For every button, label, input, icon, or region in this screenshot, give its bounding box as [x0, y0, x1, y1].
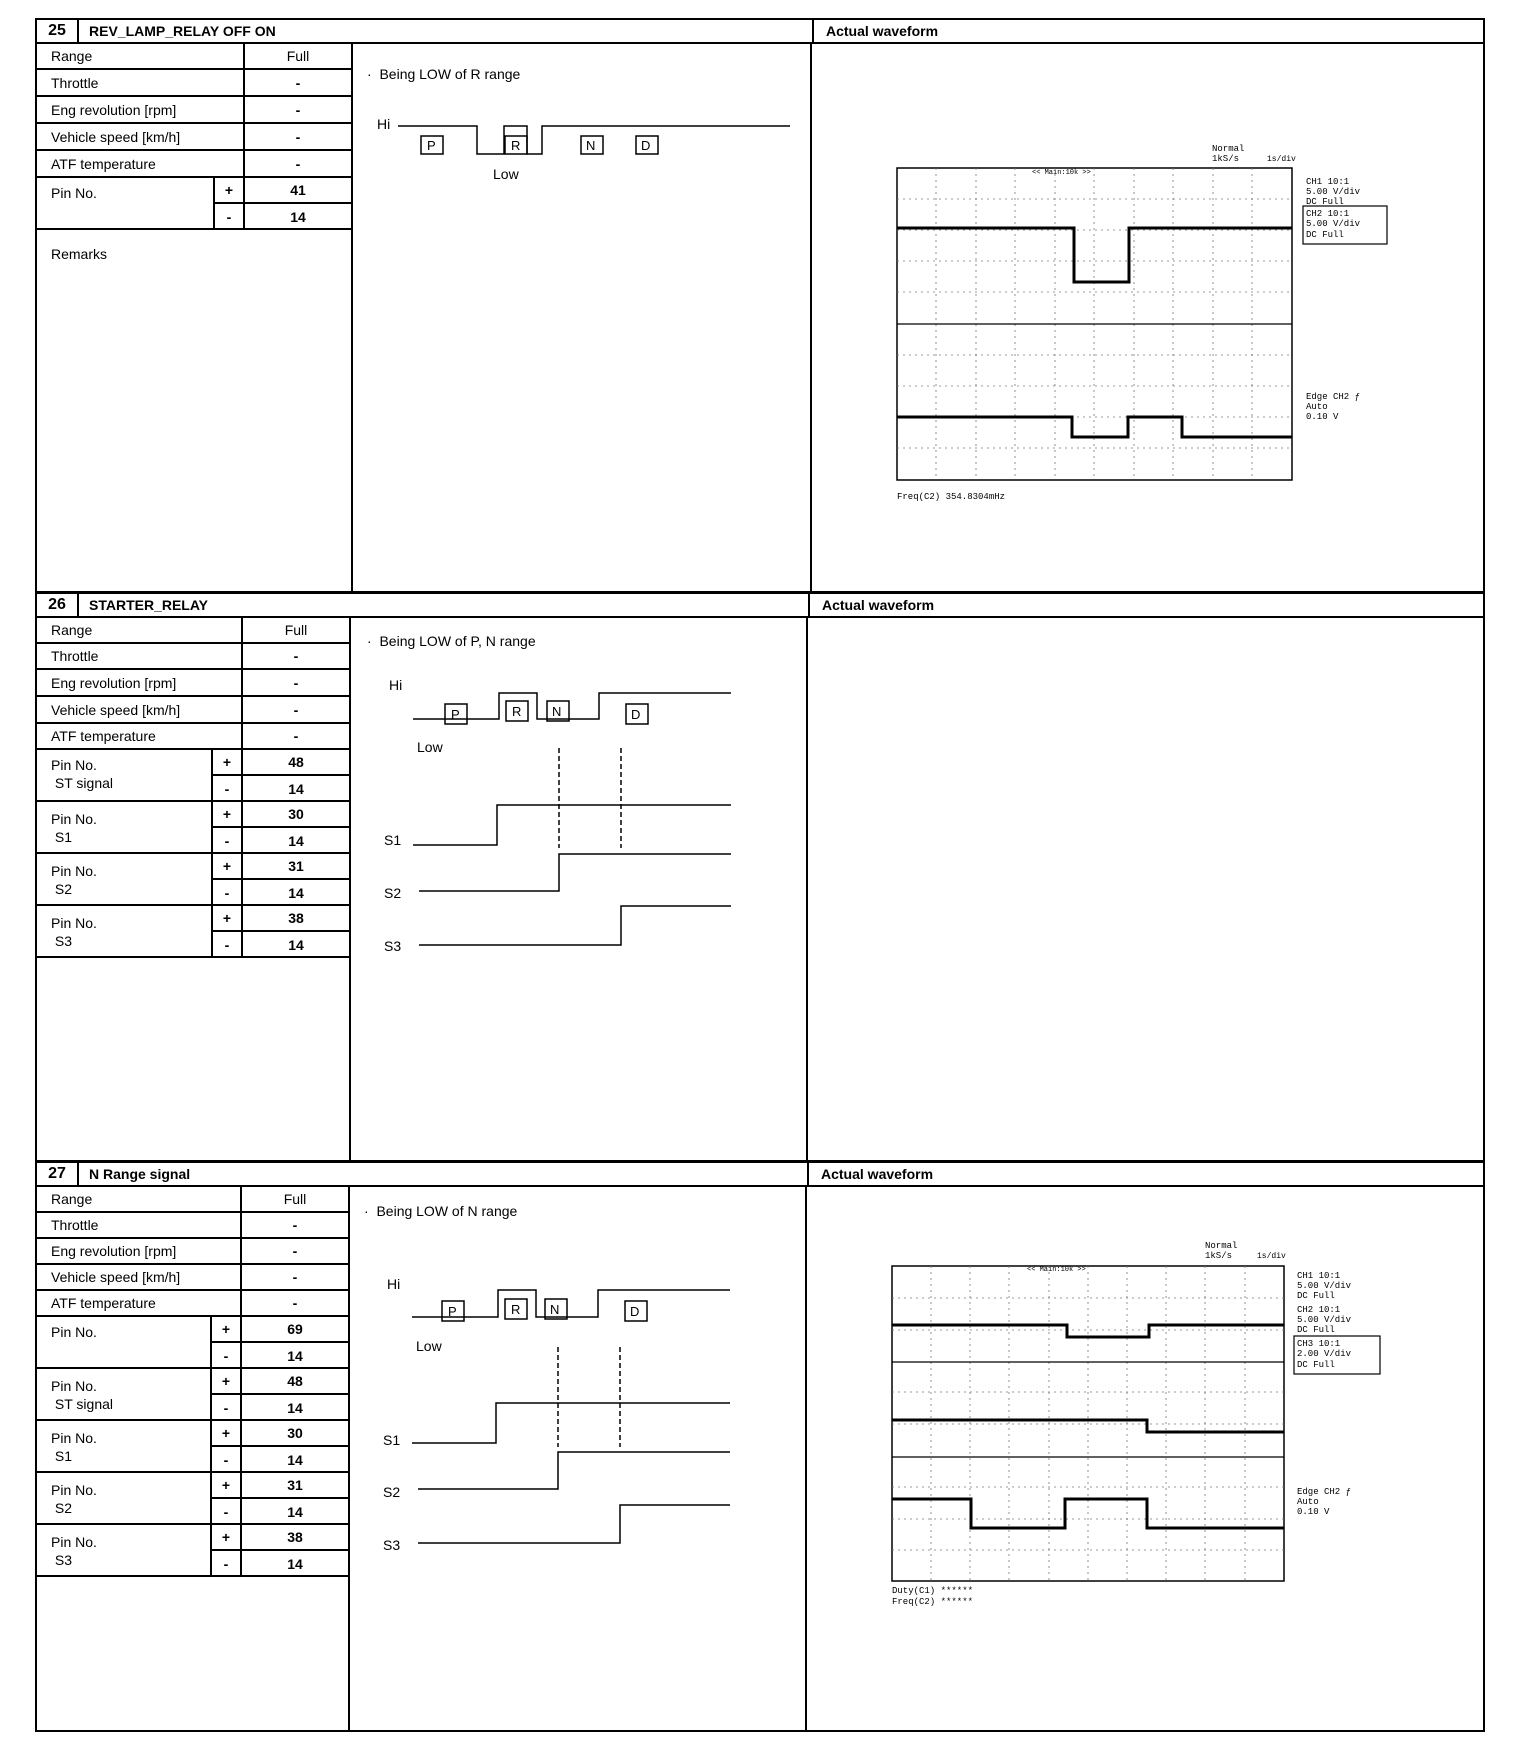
expected-waveform-panel	[353, 44, 812, 591]
pin-label-text: Pin No.	[51, 757, 97, 773]
parameter-table	[37, 618, 351, 1160]
pin-label	[37, 810, 97, 846]
param-value: -	[240, 1291, 348, 1315]
gear-label: D	[631, 707, 641, 722]
pin-minus-value: 14	[243, 204, 351, 230]
section-number: 25	[37, 20, 79, 42]
param-row	[37, 1187, 348, 1213]
parameter-table	[37, 44, 353, 591]
pin-sub-label: S2	[54, 1500, 73, 1516]
pin-label	[37, 1429, 97, 1465]
section-title: N Range signal	[89, 1166, 191, 1182]
gear-label: D	[630, 1304, 640, 1319]
oscilloscope-capture	[862, 104, 1422, 484]
param-value: -	[240, 1265, 348, 1289]
minus-sign: -	[211, 776, 241, 802]
actual-waveform-panel	[807, 1187, 1483, 1730]
waveform-note: · Being LOW of P, N range	[367, 633, 536, 649]
section-header	[37, 594, 808, 618]
param-label: ATF temperature	[51, 1295, 156, 1311]
parameter-table	[37, 1187, 350, 1730]
section-title: STARTER_RELAY	[89, 597, 209, 613]
minus-sign: -	[210, 1447, 240, 1473]
param-label: Vehicle speed [km/h]	[51, 128, 181, 145]
param-row	[37, 644, 349, 670]
param-row	[37, 670, 349, 697]
param-label: Throttle	[51, 648, 99, 664]
oscilloscope-capture	[857, 1232, 1417, 1622]
waveform-note: · Being LOW of N range	[364, 1203, 518, 1219]
minus-sign: -	[211, 828, 241, 854]
param-value: -	[243, 151, 351, 176]
scope-trigger-line: 0.10 V	[1297, 1507, 1330, 1517]
pin-plus-value: 38	[241, 906, 349, 932]
pin-plus-value: 38	[240, 1525, 348, 1551]
actual-waveform-label: Actual waveform	[812, 20, 1483, 44]
scope-channel-line: CH2 10:1	[1306, 209, 1350, 219]
ch2-trace	[892, 1420, 1284, 1432]
param-row	[37, 1213, 348, 1239]
pin-plus-value: 48	[240, 1369, 348, 1395]
pin-plus-value: 30	[240, 1421, 348, 1447]
pin-minus-value: 14	[240, 1499, 348, 1525]
param-label: Vehicle speed [km/h]	[51, 701, 181, 718]
section-number: 26	[37, 594, 79, 616]
plus-sign: +	[210, 1525, 240, 1551]
param-label: Eng revolution [rpm]	[51, 101, 177, 118]
plus-sign: +	[210, 1473, 240, 1499]
pin-plus-value: 69	[240, 1317, 348, 1343]
scope-rate: 1kS/s	[1212, 154, 1240, 164]
pin-minus-value: 14	[240, 1447, 348, 1473]
pin-label: Pin No.	[51, 185, 97, 201]
ch2-trace	[897, 417, 1292, 437]
signal-label: S3	[383, 1537, 401, 1553]
actual-waveform-panel	[812, 44, 1483, 591]
scope-measure-line: Freq(C2) ******	[892, 1597, 974, 1607]
scope-main: << Main:10k >>	[1027, 1266, 1086, 1274]
actual-waveform-label: Actual waveform	[807, 1163, 1483, 1187]
param-value: -	[240, 1239, 348, 1263]
pin-sub-label: S1	[54, 1448, 73, 1464]
param-row	[37, 70, 351, 97]
param-row	[37, 151, 351, 178]
ch1-trace	[897, 228, 1292, 282]
s1-signal-line	[413, 805, 731, 845]
param-value: -	[243, 70, 351, 95]
scope-trigger-line: Edge CH2 ƒ	[1297, 1487, 1352, 1497]
scope-trigger-line: Auto	[1297, 1497, 1319, 1507]
section-26	[35, 592, 1485, 1162]
pin-label	[37, 914, 97, 950]
pin-row	[37, 802, 349, 854]
minus-sign: -	[210, 1551, 240, 1577]
scope-channel-line: 5.00 V/div	[1306, 219, 1361, 229]
param-label: Eng revolution [rpm]	[51, 674, 177, 691]
hi-label: Hi	[387, 1276, 401, 1292]
plus-sign: +	[210, 1317, 240, 1343]
plus-sign: +	[210, 1369, 240, 1395]
pin-label-text: Pin No.	[51, 915, 97, 931]
pin-label-text: Pin No.	[51, 1430, 97, 1446]
section-number: 27	[37, 1163, 79, 1185]
gear-label: R	[511, 1302, 521, 1317]
scope-mode: Normal	[1205, 1241, 1238, 1251]
scope-channel-line: 5.00 V/div	[1297, 1281, 1352, 1291]
param-label: Range	[51, 48, 93, 64]
low-label: Low	[417, 739, 443, 755]
scope-main: << Main:10k >>	[1032, 169, 1091, 177]
param-row	[37, 697, 349, 724]
param-value: -	[243, 97, 351, 122]
pin-label: Pin No.	[51, 1324, 97, 1340]
s3-signal-line	[419, 906, 731, 945]
param-row	[37, 124, 351, 151]
s3-signal-line	[418, 1505, 730, 1543]
scope-channel-line: DC Full	[1297, 1325, 1335, 1335]
param-label: Throttle	[51, 1217, 99, 1233]
pin-label-text: Pin No.	[51, 1482, 97, 1498]
gear-label: R	[511, 138, 521, 153]
gear-label: P	[448, 1304, 457, 1319]
expected-waveform-panel	[350, 1187, 807, 1730]
param-row	[37, 44, 351, 70]
s2-signal-line	[419, 854, 731, 891]
section-header	[37, 20, 812, 44]
plus-sign: +	[211, 802, 241, 828]
signal-label: S3	[384, 938, 402, 954]
scope-channel-line: CH1 10:1	[1297, 1271, 1341, 1281]
remarks-label: Remarks	[51, 246, 108, 262]
gear-label: N	[552, 704, 562, 719]
param-label: Vehicle speed [km/h]	[51, 1269, 181, 1285]
param-row	[37, 97, 351, 124]
scope-grid	[892, 1266, 1284, 1581]
pin-minus-value: 14	[241, 776, 349, 802]
scope-channel-line: DC Full	[1297, 1360, 1335, 1370]
pin-row	[37, 178, 351, 230]
param-value: -	[241, 724, 349, 748]
s1-signal-line	[412, 1403, 730, 1443]
signal-label: S2	[384, 885, 402, 901]
param-label: Range	[51, 622, 93, 638]
waveform-note-text: Being LOW of N range	[376, 1203, 518, 1219]
section-title: REV_LAMP_RELAY OFF ON	[89, 23, 276, 39]
pin-sub-label: ST signal	[54, 775, 113, 791]
pin-plus-value: 30	[241, 802, 349, 828]
scope-mode: Normal	[1212, 144, 1245, 154]
waveform-note-text: Being LOW of R range	[379, 66, 521, 82]
gear-label: D	[641, 138, 651, 153]
param-value: -	[241, 644, 349, 668]
scope-rate: 1kS/s	[1205, 1251, 1233, 1261]
pin-row	[37, 1525, 348, 1577]
pin-plus-value: 31	[241, 854, 349, 880]
hi-label: Hi	[377, 116, 391, 132]
scope-channel-line: 5.00 V/div	[1297, 1315, 1352, 1325]
param-label: ATF temperature	[51, 155, 156, 172]
plus-sign: +	[210, 1421, 240, 1447]
plus-sign: +	[211, 750, 241, 776]
pin-row	[37, 854, 349, 906]
param-label: ATF temperature	[51, 728, 156, 744]
waveform-note: · Being LOW of R range	[367, 66, 521, 82]
pin-row	[37, 1369, 348, 1421]
expected-waveform-panel	[351, 618, 808, 1160]
pin-sub-label: S2	[54, 881, 73, 897]
param-row	[37, 1239, 348, 1265]
scope-channel-line: DC Full	[1297, 1291, 1335, 1301]
plus-sign: +	[213, 178, 243, 204]
pin-minus-value: 14	[240, 1395, 348, 1421]
pin-sub-label: S3	[54, 1552, 73, 1568]
pin-label	[37, 1481, 97, 1517]
actual-waveform-label: Actual waveform	[808, 594, 1483, 618]
pin-label-text: Pin No.	[51, 1534, 97, 1550]
pin-label-text: Pin No.	[51, 811, 97, 827]
minus-sign: -	[211, 932, 241, 958]
scope-channel-line: 2.00 V/div	[1297, 1349, 1352, 1359]
minus-sign: -	[211, 880, 241, 906]
scope-time: 1s/div	[1257, 1252, 1286, 1261]
param-label: Eng revolution [rpm]	[51, 1243, 177, 1259]
scope-channel-line: CH2 10:1	[1297, 1305, 1341, 1315]
gear-label: P	[427, 138, 436, 153]
param-row	[37, 618, 349, 644]
pin-plus-value: 31	[240, 1473, 348, 1499]
section-header	[37, 1163, 807, 1187]
param-value: -	[241, 697, 349, 722]
param-value: -	[241, 670, 349, 695]
param-row	[37, 1291, 348, 1317]
scope-channel-line: 5.00 V/div	[1306, 187, 1361, 197]
scope-channel-line: DC Full	[1306, 230, 1344, 240]
pin-minus-value: 14	[240, 1551, 348, 1577]
pin-row	[37, 750, 349, 802]
param-value: Full	[243, 44, 351, 68]
pin-row	[37, 1421, 348, 1473]
range-signal-line	[412, 1290, 730, 1317]
low-label: Low	[416, 1338, 442, 1354]
scope-channel-line: CH1 10:1	[1306, 177, 1350, 187]
signal-label: S1	[384, 832, 402, 848]
signal-label: S2	[383, 1484, 401, 1500]
minus-sign: -	[210, 1499, 240, 1525]
scope-time: 1s/div	[1267, 155, 1296, 164]
gear-label: N	[586, 138, 596, 153]
range-signal-line	[413, 693, 731, 719]
pin-row	[37, 1317, 348, 1369]
low-label: Low	[493, 166, 519, 182]
s2-signal-line	[418, 1452, 730, 1489]
pin-sub-label: S1	[54, 829, 73, 845]
scope-trigger-line: Auto	[1306, 402, 1328, 412]
pin-minus-value: 14	[241, 932, 349, 958]
pin-minus-value: 14	[241, 880, 349, 906]
scope-channel-line: DC Full	[1306, 197, 1344, 207]
pin-minus-value: 14	[241, 828, 349, 854]
scope-trigger-line: 0.10 V	[1306, 412, 1339, 422]
pin-label-text: Pin No.	[51, 1378, 97, 1394]
plus-sign: +	[211, 854, 241, 880]
param-value: Full	[240, 1187, 348, 1211]
param-row	[37, 1265, 348, 1291]
param-label: Throttle	[51, 74, 99, 91]
pin-row	[37, 1473, 348, 1525]
param-label: Range	[51, 1191, 93, 1207]
param-value: Full	[241, 618, 349, 642]
hi-label: Hi	[389, 677, 403, 693]
minus-sign: -	[210, 1343, 240, 1369]
pin-plus-value: 41	[243, 178, 351, 204]
waveform-note-text: Being LOW of P, N range	[379, 633, 536, 649]
pin-label	[37, 1533, 97, 1569]
gear-label: N	[550, 1302, 560, 1317]
pin-label	[37, 1377, 113, 1413]
pin-row	[37, 906, 349, 958]
section-25	[35, 18, 1485, 593]
pin-label	[37, 756, 113, 792]
pin-sub-label: ST signal	[54, 1396, 113, 1412]
minus-sign: -	[213, 204, 243, 230]
gear-label: P	[451, 707, 460, 722]
scope-measure-line-2: Freq(C2) 354.8304mHz	[897, 492, 1006, 502]
param-value: -	[243, 124, 351, 149]
gear-label: R	[512, 704, 522, 719]
signal-label: S1	[383, 1432, 401, 1448]
scope-channel-line: CH3 10:1	[1297, 1339, 1341, 1349]
scope-trigger-line: Edge CH2 ƒ	[1306, 392, 1361, 402]
expected-waveform-diagram	[350, 1227, 805, 1587]
section-27	[35, 1161, 1485, 1732]
pin-minus-value: 14	[240, 1343, 348, 1369]
param-row	[37, 724, 349, 750]
expected-waveform-diagram	[351, 658, 806, 988]
scope-measure-line: Duty(C1) ******	[892, 1586, 974, 1596]
minus-sign: -	[210, 1395, 240, 1421]
param-value: -	[240, 1213, 348, 1237]
pin-sub-label: S3	[54, 933, 73, 949]
pin-label	[37, 862, 97, 898]
pin-label-text: Pin No.	[51, 863, 97, 879]
actual-waveform-panel	[808, 618, 1483, 1160]
plus-sign: +	[211, 906, 241, 932]
pin-plus-value: 48	[241, 750, 349, 776]
expected-waveform-diagram	[353, 84, 810, 244]
